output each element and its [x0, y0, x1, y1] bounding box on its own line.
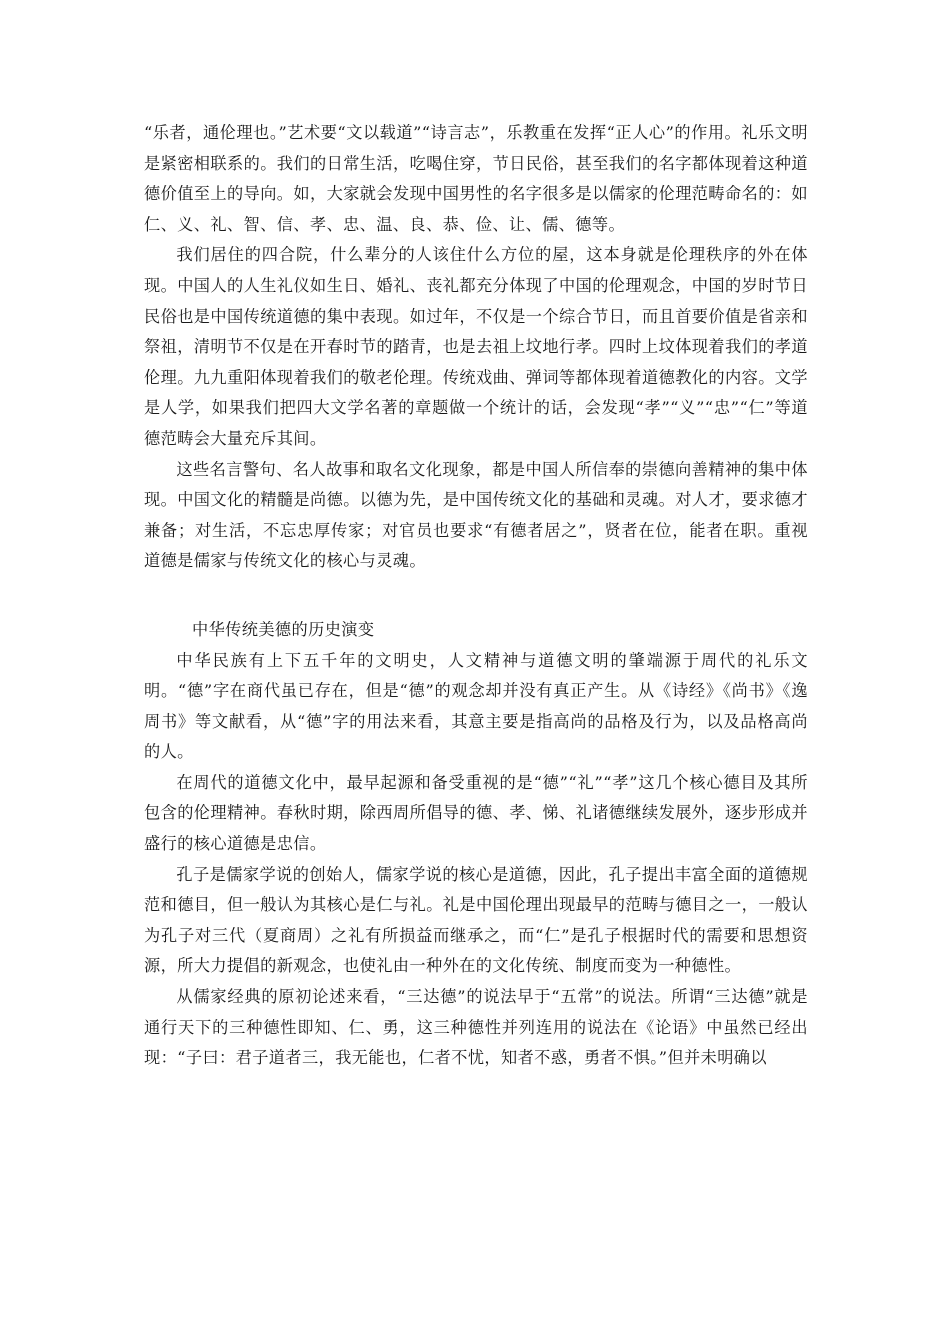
section-paragraph-2: 在周代的道德文化中，最早起源和备受重视的是“德”“礼”“孝”这几个核心德目及其所包含的伦理精神。春秋时期，除西周所倡导的德、孝、悌、礼诸德继续发展外，逐步形成并盛行的核心道德是忠信。: [144, 772, 808, 854]
intro-paragraph-2: 我们居住的四合院，什么辈分的人该住什么方位的屋，这本身就是伦理秩序的外在体现。中国人的人生礼仪如生日、婚礼、丧礼都充分体现了中国的伦理观念，中国的岁时节日民俗也是中国传统道德的集中表现。如过年，不仅是一个综合节日，而且首要价值是省亲和祭祖，清明节不仅是在开春时节的踏青，也是去祖上坟地行孝。四时上坟体现着我们的孝道伦理。九九重阳体现着我们的敬老伦理。传统戏曲、弹词等都体现着道德教化的内容。文学是人学，如果我们把四大文学名著的章题做一个统计的话，会发现“孝”“义”“忠”“仁”等道德范畴会大量充斥其间。: [144, 245, 808, 448]
section-spacer: [144, 577, 808, 615]
section-paragraph-1: 中华民族有上下五千年的文明史，人文精神与道德文明的肇端源于周代的礼乐文明。“德”字在商代虽已存在，但是“德”的观念却并没有真正产生。从《诗经》《尚书》《逸周书》等文献看，从“德”字的用法来看，其意主要是指高尚的品格及行为，以及品格高尚的人。: [144, 650, 808, 762]
intro-paragraph-1: “乐者，通伦理也。”艺术要“文以载道”“诗言志”，乐教重在发挥“正人心”的作用。礼乐文明是紧密相联系的。我们的日常生活，吃喝住穿，节日民俗，甚至我们的名字都体现着这种道德价值至上的导向。如，大家就会发现中国男性的名字很多是以儒家的伦理范畴命名的：如仁、义、礼、智、信、孝、忠、温、良、恭、俭、让、儒、德等。: [144, 123, 808, 234]
document-page: [144, 118, 808, 1074]
section-heading: 中华传统美德的历史演变: [192, 619, 375, 639]
intro-paragraph-3: 这些名言警句、名人故事和取名文化现象，都是中国人所信奉的崇德向善精神的集中体现。中国文化的精髓是尚德。以德为先，是中国传统文化的基础和灵魂。对人才，要求德才兼备；对生活，不忘忠厚传家；对官员也要求“有德者居之”，贤者在位，能者在职。重视道德是儒家与传统文化的核心与灵魂。: [144, 459, 808, 571]
section-paragraph-4: 从儒家经典的原初论述来看，“三达德”的说法早于“五常”的说法。所谓“三达德”就是通行天下的三种德性即知、仁、勇，这三种德性并列连用的说法在《论语》中虽然已经出现：“子曰：君子道者三，我无能也，仁者不忧，知者不惑，勇者不惧。”但并未明确以: [144, 987, 808, 1068]
section-paragraph-3: 孔子是儒家学说的创始人，儒家学说的核心是道德，因此，孔子提出丰富全面的道德规范和德目，但一般认为其核心是仁与礼。礼是中国伦理出现最早的范畴与德目之一，一般认为孔子对三代（夏商周）之礼有所损益而继承之，而“仁”是孔子根据时代的需要和思想资源，所大力提倡的新观念，也使礼由一种外在的文化传统、制度而变为一种德性。: [144, 864, 808, 976]
